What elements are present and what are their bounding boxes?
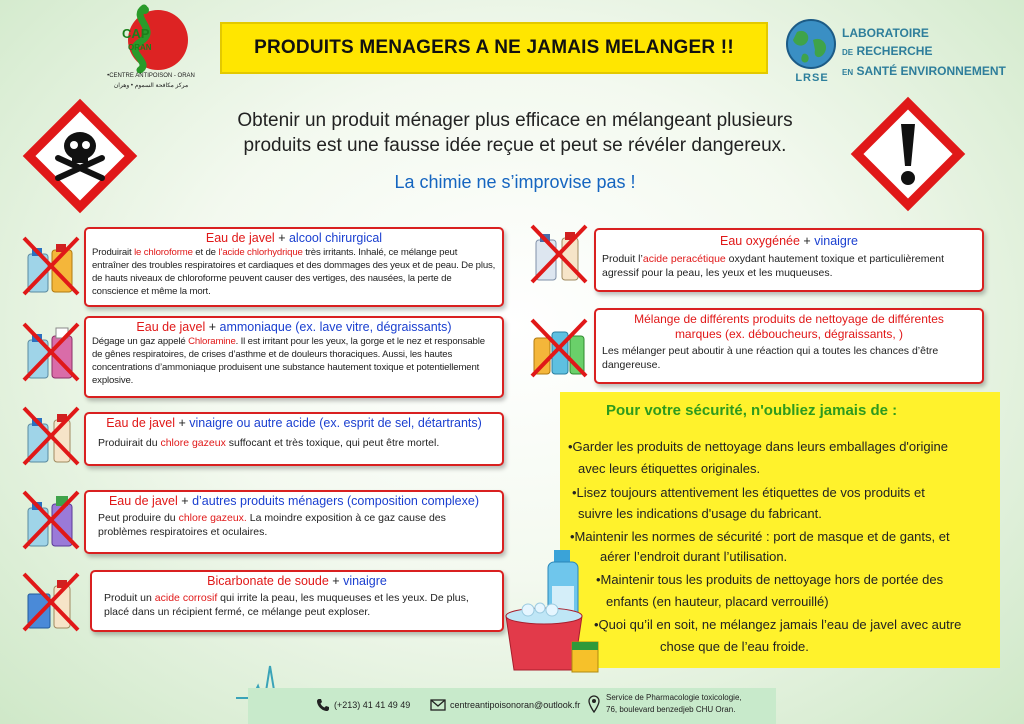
warning-card-melange-marques <box>594 308 984 384</box>
security-tip-line: •Maintenir les normes de sécurité : port de masque et de gants, et <box>570 529 950 544</box>
warning-card-javel-ammoniaque <box>84 316 504 398</box>
card-heading: Eau de javel + vinaigre ou autre acide (ex. esprit de sel, détartrants) <box>106 416 482 430</box>
security-tip-line: chose que de l’eau froide. <box>660 639 809 654</box>
email-icon <box>430 699 446 711</box>
warning-card-eau-oxygenee-vinaigre <box>594 228 984 292</box>
security-tip-line: •Quoi qu’il en soit, ne mélangez jamais l’eau de javel avec autre <box>594 617 962 632</box>
javel-ammoniaque-products-icon <box>22 322 80 382</box>
intro-highlight: La chimie ne s’improvise pas ! <box>394 172 636 192</box>
security-tip-line: avec leurs étiquettes originales. <box>578 461 761 476</box>
address-line: 76, boulevard benzedjeb CHU Oran. <box>606 705 736 714</box>
cleaning-bucket-illustration <box>498 546 602 676</box>
javel-alcool-products-icon <box>22 236 80 296</box>
cap-subtitle: •CENTRE ANTIPOISON - ORAN <box>107 73 195 79</box>
javel-vinaigre-products-icon <box>22 406 80 466</box>
card-heading: Mélange de différents produits de nettoyage de différentes marques (ex. déboucheurs, dégraissants, ) <box>634 312 944 341</box>
card-heading: Bicarbonate de soude + vinaigre <box>207 574 387 588</box>
card-body: Peut produire du chlore gazeux. La moindre exposition à ce gaz cause des problèmes respiratoires et oculaires. <box>98 512 446 538</box>
security-tip-line: •Lisez toujours attentivement les étiquettes de vos produits et <box>572 485 925 500</box>
warning-card-bicarbonate-vinaigre <box>90 570 504 632</box>
email-link[interactable]: centreantipoisonoran@outlook.fr <box>450 700 581 710</box>
mixed-products-icon <box>530 318 588 378</box>
security-title: Pour votre sécurité, n'oubliez jamais de : <box>606 402 898 419</box>
cap-subtitle-arabic: مركز مكافحة السموم • وهران <box>113 83 189 89</box>
lrse-abbrev: LRSE <box>795 72 829 84</box>
eau-oxygenee-vinaigre-products-icon <box>530 224 588 284</box>
intro-text: Obtenir un produit ménager plus efficace en mélangeant plusieurs produits est une fausse idée reçue et peut se révéler dangereux. <box>237 110 793 156</box>
warning-card-javel-alcool <box>84 227 504 307</box>
card-body: Produirait le chloroforme et de l’acide chlorhydrique très irritants. Inhalé, ce mélange peut entraîner des troubles respiratoires et cardiaques et des dommages des yeux et de peau. De plus, de hauts niveaux de chloroforme peuvent causer des vertiges, des nausées, la perte de conscience et même la mort. <box>92 247 496 297</box>
warning-card-javel-vinaigre <box>84 412 504 466</box>
svg-text:ORAN: ORAN <box>128 43 152 52</box>
card-body: Produirait du chlore gazeux suffocant et très toxique, qui peut être mortel. <box>98 437 440 449</box>
lab-name: LABORATOIRE DE RECHERCHE EN SANTÉ ENVIRONNEMENT <box>842 26 1006 78</box>
toxic-hazard-icon <box>20 96 140 216</box>
phone-number[interactable]: (+213) 41 41 49 49 <box>334 700 411 710</box>
exclamation-hazard-icon <box>848 94 968 214</box>
card-heading: Eau oxygénée + vinaigre <box>720 234 858 248</box>
phone-icon <box>316 698 330 712</box>
cap-oran-logo <box>100 4 200 94</box>
card-body: Les mélanger peut aboutir à une réaction qui a toutes les chances d’être dangereuse. <box>602 345 939 371</box>
security-tip-line: enfants (en hauteur, placard verrouillé) <box>606 594 829 609</box>
location-pin-icon <box>588 695 600 713</box>
bicarbonate-vinaigre-products-icon <box>22 572 80 632</box>
cap-logo-text: CAP <box>122 26 150 41</box>
security-tip-line: aérer l’endroit durant l’utilisation. <box>600 549 788 564</box>
card-body: Produit un acide corrosif qui irrite la peau, les muqueuses et les yeux. De plus, placé dans un récipient fermé, ce mélange peut exploser. <box>104 592 469 618</box>
security-tip-line: •Maintenir tous les produits de nettoyage hors de portée des <box>596 572 944 587</box>
page-title: PRODUITS MENAGERS A NE JAMAIS MELANGER !! <box>254 37 734 58</box>
javel-produits-products-icon <box>22 490 80 550</box>
security-tip-line: suivre les indications d'usage du fabricant. <box>578 506 822 521</box>
title-banner <box>220 22 768 74</box>
address-line: Service de Pharmacologie toxicologie, <box>606 693 742 702</box>
card-body: Dégage un gaz appelé Chloramine. Il est irritant pour les yeux, la gorge et le nez et responsable de gênes respiratoires, de crises d’asthme et de douleurs thoraciques. Aussi, les hautes concentrations d’ammoniaque produisent une substance hautement toxique et potentiellement explosive. <box>92 336 485 386</box>
card-heading: Eau de javel + alcool chirurgical <box>205 231 383 245</box>
security-tip-line: •Garder les produits de nettoyage dans leurs emballages d'origine <box>568 439 948 454</box>
card-heading: Eau de javel + d’autres produits ménagers (composition complexe) <box>108 494 480 508</box>
card-heading: Eau de javel + ammoniaque (ex. lave vitre, dégraissants) <box>136 320 452 334</box>
globe-icon <box>785 18 837 70</box>
card-body: Produit l’acide peracétique oxydant hautement toxique et particulièrement agressif pour la peau, les yeux et les muqueuses. <box>602 253 945 279</box>
warning-card-javel-autres <box>84 490 504 554</box>
